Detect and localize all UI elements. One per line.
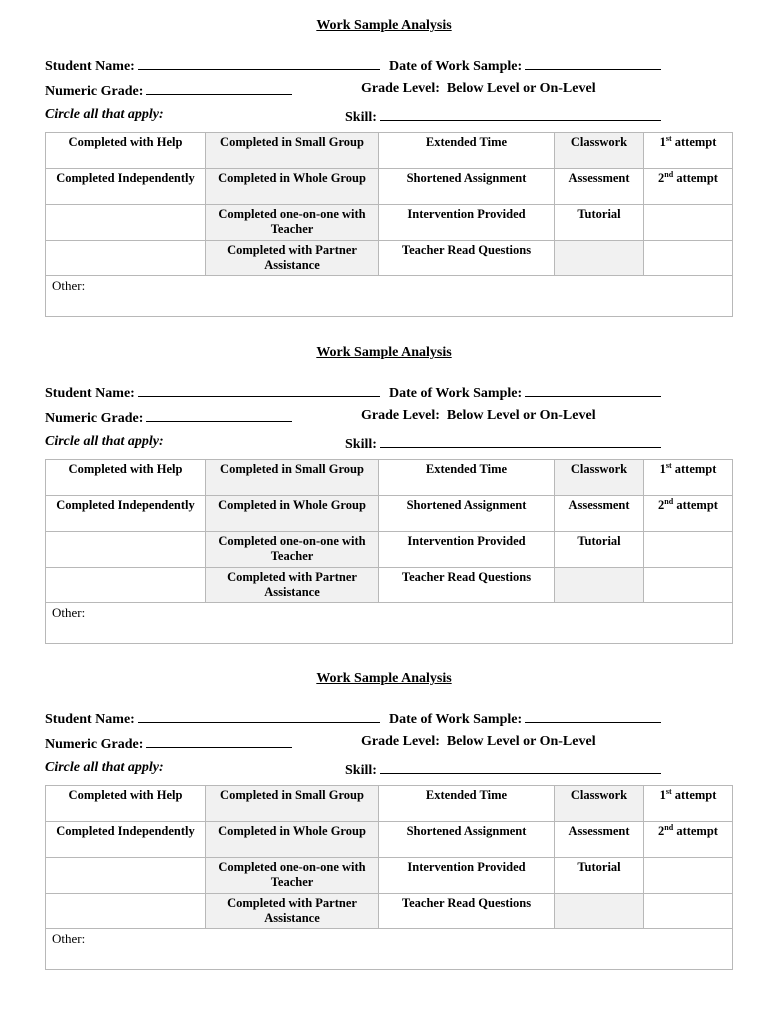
grid-cell[interactable] <box>555 568 644 603</box>
grid-row <box>46 460 733 496</box>
grade-level-options[interactable]: Below Level or On-Level <box>446 81 596 96</box>
option-label: Teacher Read Questions <box>401 243 532 257</box>
grade-row <box>45 734 292 753</box>
option-label: Classwork <box>570 788 628 802</box>
option-label: Completed Independently <box>56 824 195 838</box>
grade-level-options[interactable]: Below Level or On-Level <box>446 734 596 749</box>
grade-row <box>45 408 292 427</box>
option-label: Assessment <box>568 824 630 838</box>
option-label: Tutorial <box>577 207 621 221</box>
grade-level-row <box>361 734 596 750</box>
grid-row <box>46 568 733 603</box>
circle-instruction: Circle all that apply: <box>45 760 164 775</box>
grid-cell[interactable] <box>46 822 206 858</box>
option-label: Extended Time <box>425 135 508 149</box>
grid-cell[interactable] <box>644 241 733 276</box>
grid-row <box>46 822 733 858</box>
option-label: Completed in Whole Group <box>218 824 366 838</box>
grid-row <box>46 532 733 568</box>
other-field[interactable] <box>46 929 733 970</box>
other-label: Other: <box>52 931 86 946</box>
attempt-cell[interactable] <box>644 169 733 205</box>
option-label: Extended Time <box>425 788 508 802</box>
student-name-label: Student Name: <box>45 386 135 401</box>
grid-cell[interactable] <box>46 496 206 532</box>
attempt-label: attempt <box>676 824 718 838</box>
attempt-number: 2 <box>658 824 665 838</box>
skill-field[interactable] <box>380 434 661 448</box>
option-label: Teacher Read Questions <box>401 896 532 910</box>
grid-cell[interactable] <box>206 822 379 858</box>
attempt-cell[interactable] <box>644 786 733 822</box>
grade-level-label: Grade Level: <box>361 734 440 749</box>
option-label: Completed in Whole Group <box>218 498 366 512</box>
attempt-suffix: st <box>665 134 672 143</box>
grid-cell[interactable] <box>379 822 555 858</box>
grid-cell[interactable] <box>206 894 379 929</box>
grid-cell[interactable] <box>379 858 555 894</box>
grid-row <box>46 241 733 276</box>
grid-cell[interactable] <box>46 532 206 568</box>
grid-row <box>46 205 733 241</box>
grid-cell[interactable] <box>644 568 733 603</box>
grid-cell[interactable] <box>46 205 206 241</box>
student-name-row <box>45 56 380 75</box>
attempt-label: attempt <box>676 498 718 512</box>
attempt-cell[interactable] <box>644 133 733 169</box>
attempt-label: attempt <box>674 788 717 802</box>
option-label: Completed in Small Group <box>220 788 364 802</box>
grid-cell[interactable] <box>555 532 644 568</box>
option-label: Completed in Small Group <box>220 135 364 149</box>
student-name-row <box>45 383 380 402</box>
attempt-suffix: st <box>665 461 672 470</box>
grid-cell[interactable] <box>555 496 644 532</box>
attempt-suffix: nd <box>664 170 674 179</box>
option-label: Extended Time <box>425 462 508 476</box>
grade-level-row <box>361 408 596 424</box>
student-name-label: Student Name: <box>45 59 135 74</box>
skill-label: Skill: <box>345 437 377 452</box>
grid-cell[interactable] <box>555 894 644 929</box>
option-label: Teacher Read Questions <box>401 570 532 584</box>
skill-field[interactable] <box>380 107 661 121</box>
options-table <box>45 132 733 317</box>
attempt-number: 1 <box>659 135 666 149</box>
options-table <box>45 785 733 970</box>
form-title: Work Sample Analysis <box>316 671 452 686</box>
grid-cell[interactable] <box>46 568 206 603</box>
grid-cell[interactable] <box>206 786 379 822</box>
grid-cell[interactable] <box>644 532 733 568</box>
option-label: Completed in Small Group <box>220 462 364 476</box>
grid-cell[interactable] <box>46 241 206 276</box>
grid-cell[interactable] <box>206 568 379 603</box>
grid-cell[interactable] <box>379 169 555 205</box>
option-label: Assessment <box>568 498 630 512</box>
student-name-field[interactable] <box>138 56 380 70</box>
grid-cell[interactable] <box>379 568 555 603</box>
grid-cell[interactable] <box>206 169 379 205</box>
options-table <box>45 459 733 644</box>
option-label: Intervention Provided <box>407 860 526 874</box>
work-sample-form <box>0 653 768 973</box>
grid-cell[interactable] <box>555 858 644 894</box>
skill-label: Skill: <box>345 110 377 125</box>
option-label: Completed with Help <box>68 135 183 149</box>
attempt-label: attempt <box>676 171 718 185</box>
other-row <box>46 603 733 644</box>
option-label: Shortened Assignment <box>406 171 527 185</box>
option-label: Completed with Help <box>68 462 183 476</box>
skill-label: Skill: <box>345 763 377 778</box>
attempt-suffix: nd <box>664 497 674 506</box>
grade-field[interactable] <box>146 734 292 748</box>
other-field[interactable] <box>46 276 733 317</box>
grid-cell[interactable] <box>379 786 555 822</box>
option-label: Completed with Help <box>68 788 183 802</box>
date-label: Date of Work Sample: <box>389 712 523 727</box>
grid-cell[interactable] <box>555 133 644 169</box>
grid-cell[interactable] <box>46 460 206 496</box>
grid-cell[interactable] <box>206 858 379 894</box>
grid-cell[interactable] <box>555 786 644 822</box>
grid-cell[interactable] <box>555 241 644 276</box>
option-label: Assessment <box>568 171 630 185</box>
grid-row <box>46 133 733 169</box>
attempt-number: 1 <box>659 462 666 476</box>
grid-row <box>46 894 733 929</box>
grade-label: Numeric Grade: <box>45 84 144 99</box>
option-label: Tutorial <box>577 534 621 548</box>
student-name-row <box>45 709 380 728</box>
grid-row <box>46 496 733 532</box>
option-label: Completed with Partner Assistance <box>227 570 357 599</box>
work-sample-form <box>0 327 768 647</box>
grid-cell[interactable] <box>379 241 555 276</box>
date-field[interactable] <box>525 56 661 70</box>
grid-cell[interactable] <box>46 894 206 929</box>
attempt-number: 2 <box>658 498 665 512</box>
grid-cell[interactable] <box>206 532 379 568</box>
skill-row <box>345 107 661 126</box>
attempt-cell[interactable] <box>644 460 733 496</box>
grid-cell[interactable] <box>206 241 379 276</box>
option-label: Completed Independently <box>56 498 195 512</box>
date-field[interactable] <box>525 383 661 397</box>
date-label: Date of Work Sample: <box>389 59 523 74</box>
student-name-field[interactable] <box>138 383 380 397</box>
grid-row <box>46 858 733 894</box>
grid-cell[interactable] <box>379 532 555 568</box>
option-label: Completed with Partner Assistance <box>227 243 357 272</box>
grid-cell[interactable] <box>46 133 206 169</box>
option-label: Shortened Assignment <box>406 498 527 512</box>
grid-cell[interactable] <box>555 822 644 858</box>
date-row <box>389 383 661 402</box>
attempt-cell[interactable] <box>644 822 733 858</box>
attempt-cell[interactable] <box>644 496 733 532</box>
grade-label: Numeric Grade: <box>45 411 144 426</box>
attempt-number: 2 <box>658 171 665 185</box>
grid-cell[interactable] <box>379 496 555 532</box>
grid-cell[interactable] <box>46 858 206 894</box>
date-row <box>389 56 661 75</box>
attempt-label: attempt <box>674 135 717 149</box>
grade-level-label: Grade Level: <box>361 81 440 96</box>
option-label: Completed one-on-one with Teacher <box>218 860 366 889</box>
grid-row <box>46 169 733 205</box>
option-label: Completed one-on-one with Teacher <box>218 207 366 236</box>
attempt-label: attempt <box>674 462 717 476</box>
skill-row <box>345 434 661 453</box>
other-label: Other: <box>52 605 86 620</box>
grid-cell[interactable] <box>644 205 733 241</box>
option-label: Completed Independently <box>56 171 195 185</box>
grid-cell[interactable] <box>644 894 733 929</box>
grid-cell[interactable] <box>379 894 555 929</box>
attempt-suffix: st <box>665 787 672 796</box>
grid-cell[interactable] <box>555 169 644 205</box>
grade-row <box>45 81 292 100</box>
grade-level-options[interactable]: Below Level or On-Level <box>446 408 596 423</box>
option-label: Completed with Partner Assistance <box>227 896 357 925</box>
grid-cell[interactable] <box>46 786 206 822</box>
grid-row <box>46 786 733 822</box>
grid-cell[interactable] <box>46 169 206 205</box>
grid-cell[interactable] <box>206 496 379 532</box>
grid-cell[interactable] <box>206 133 379 169</box>
grid-cell[interactable] <box>555 205 644 241</box>
grade-level-label: Grade Level: <box>361 408 440 423</box>
grade-field[interactable] <box>146 408 292 422</box>
date-label: Date of Work Sample: <box>389 386 523 401</box>
attempt-suffix: nd <box>664 823 674 832</box>
option-label: Intervention Provided <box>407 534 526 548</box>
student-name-label: Student Name: <box>45 712 135 727</box>
other-label: Other: <box>52 278 86 293</box>
grid-cell[interactable] <box>206 205 379 241</box>
skill-field[interactable] <box>380 760 661 774</box>
option-label: Classwork <box>570 462 628 476</box>
option-label: Intervention Provided <box>407 207 526 221</box>
student-name-field[interactable] <box>138 709 380 723</box>
other-row <box>46 276 733 317</box>
grade-label: Numeric Grade: <box>45 737 144 752</box>
grid-cell[interactable] <box>379 133 555 169</box>
grid-cell[interactable] <box>644 858 733 894</box>
other-row <box>46 929 733 970</box>
option-label: Completed in Whole Group <box>218 171 366 185</box>
grid-cell[interactable] <box>379 205 555 241</box>
option-label: Completed one-on-one with Teacher <box>218 534 366 563</box>
form-title: Work Sample Analysis <box>316 345 452 360</box>
grid-cell[interactable] <box>206 460 379 496</box>
option-label: Shortened Assignment <box>406 824 527 838</box>
other-field[interactable] <box>46 603 733 644</box>
work-sample-form <box>0 0 768 320</box>
circle-instruction: Circle all that apply: <box>45 107 164 122</box>
grid-cell[interactable] <box>555 460 644 496</box>
date-field[interactable] <box>525 709 661 723</box>
grade-field[interactable] <box>146 81 292 95</box>
circle-instruction: Circle all that apply: <box>45 434 164 449</box>
option-label: Classwork <box>570 135 628 149</box>
grade-level-row <box>361 81 596 97</box>
option-label: Tutorial <box>577 860 621 874</box>
date-row <box>389 709 661 728</box>
skill-row <box>345 760 661 779</box>
grid-cell[interactable] <box>379 460 555 496</box>
attempt-number: 1 <box>659 788 666 802</box>
form-title: Work Sample Analysis <box>316 18 452 33</box>
